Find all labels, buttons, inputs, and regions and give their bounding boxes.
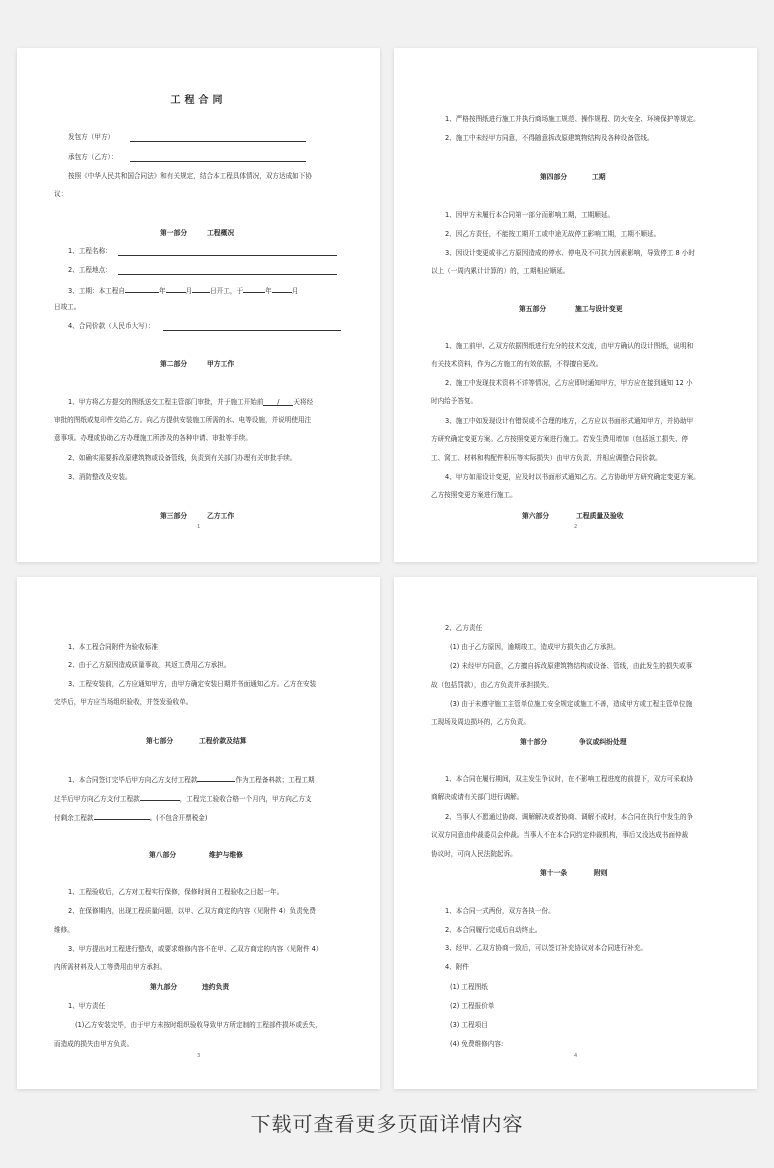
- s4-p3-line-1: 3、因设计变更或非乙方原因造成的停水、停电及不可抗力因素影响，导致停工 8 小时: [445, 249, 695, 257]
- page-number: 1: [197, 524, 201, 530]
- s5-p1-line-1: 1、施工前甲、乙双方依据图纸进行充分的技术交流，由甲方确认的设计图纸，说明和: [445, 342, 694, 350]
- section-4-title: 工期: [592, 173, 606, 181]
- completion-text: 日竣工。: [54, 303, 81, 311]
- s5-p2-line-1: 2、施工中发现技术资料不详等情况，乙方应即时通知甲方，甲方应在接到通知 12 小: [445, 379, 693, 387]
- p3-line-2: 2、由于乙方原因造成质量事故，其返工费用乙方承担。: [68, 661, 231, 669]
- p4-b3-line-2: 工现场及周边损坏的，乙方负责。: [431, 718, 530, 726]
- contract-page-4: [394, 577, 757, 1089]
- s5-p3-line-2: 方研究确定变更方案。乙方按照变更方案进行施工。若发生费用增加（包括返工损失、停: [431, 435, 689, 443]
- s7-line-2: 过半后甲方向乙方支付工程款 ，工程完工验收合格一个月内，甲方向乙方支: [54, 795, 312, 803]
- contract-page-2: [394, 48, 757, 562]
- section-8-number: 第八部分: [149, 851, 177, 859]
- s8-p3-line-1: 3、甲方提出对工程进行整改，或要求维修内容不在甲、乙双方商定的内容（见附件 4）: [68, 945, 323, 953]
- p4-b1: (1) 由于乙方原因，逾期竣工，造成甲方损失由乙方承担。: [450, 643, 620, 651]
- party-a-label: 发包方（甲方）: [68, 133, 115, 141]
- section-7-number: 第七部分: [146, 737, 174, 745]
- p3-line-3b: 完毕后，甲方应当场组织验收，并签发验收单。: [54, 698, 193, 706]
- p3-line-3a: 3、工程安装前，乙方应通知甲方，由甲方确定安装日期并书面通知乙方。乙方在安装: [68, 680, 317, 688]
- page-number: 3: [197, 1053, 201, 1059]
- p4-b2-line-2: 故（包括罚款），由乙方负责并承担损失。: [431, 681, 553, 689]
- intro-line-1: 按照《中华人民共和国合同法》和有关规定，结合本工程具体情况，双方达成如下协: [68, 172, 312, 180]
- s8-p1: 1、工程验收后，乙方对工程实行保修，保修时间自工程验收之日起一年。: [68, 888, 284, 896]
- s5-p3-line-3: 工、窝工、材料和构配件积压等实际损失）由甲方负责，并相应调整合同价款。: [431, 454, 662, 462]
- s7-line-1: 1、本合同签订完毕后甲方向乙方支付工程款 作为工程备料款；工程工期: [68, 776, 315, 784]
- section-8-title: 维护与维修: [209, 851, 243, 859]
- section-6-number: 第六部分: [522, 512, 550, 520]
- s8-p3-line-2: 内所需材料及人工等费用由甲方承担。: [54, 963, 167, 971]
- section-5-title: 施工与设计变更: [575, 305, 623, 313]
- contract-page-1: [17, 48, 380, 562]
- s11-p1: 1、本合同一式两份，双方各执一份。: [445, 907, 555, 915]
- section-9-number: 第九部分: [150, 983, 178, 991]
- section-11-title: 附则: [594, 869, 608, 877]
- project-site-label: 2、工程地点：: [68, 266, 112, 274]
- s11-p2: 2、本合同履行完成后自动终止。: [445, 926, 542, 934]
- s9-a1-line-1: (1)乙方安装完毕，由于甲方未按时组织验收导致甲方所定制的工程部件损坏或丢失，: [75, 1021, 322, 1029]
- section-4-number: 第四部分: [540, 173, 568, 181]
- s2-p2: 2、如确实需要拆改原建筑物或设备管线，负责到有关部门办理有关审批手续。: [68, 454, 297, 462]
- s11-p4: 4、附件: [445, 963, 469, 971]
- s9-party-a: 1、甲方责任: [68, 1002, 106, 1010]
- contract-price-line: [163, 330, 341, 331]
- s11-p3: 3、经甲、乙双方协商一致后，可以签订补充协议对本合同进行补充。: [445, 944, 648, 952]
- contract-price-label: 4、合同价款（人民币大写）：: [68, 322, 155, 330]
- s2-p1-line-1: 1、甲方将乙方提交的图纸送交工程主管部门审批，并于施工开始前 / 天将经: [68, 398, 314, 406]
- page-title: 工程合同: [170, 95, 227, 106]
- s8-p2-line-1: 2、在保修期内，出现工程质量问题，以甲、乙双方商定的内容（见附件 4）负责免费: [68, 907, 316, 915]
- section-5-number: 第五部分: [519, 305, 547, 313]
- section-1-title: 工程概况: [207, 229, 235, 237]
- intro-line-2: 议：: [54, 190, 68, 198]
- section-3-title: 乙方工作: [207, 512, 235, 520]
- p4-party-b: 2、乙方责任: [445, 624, 483, 632]
- party-a-line: [130, 141, 306, 142]
- s5-p4-line-2: 乙方按照变更方案进行施工。: [431, 491, 517, 499]
- s5-p1-line-2: 有关技术资料，作为乙方施工的有效依据，不得擅自更改。: [431, 360, 603, 368]
- p2-line-2: 2、施工中未经甲方同意，不得随意拆改原建筑物结构及各种设备管线。: [445, 134, 654, 142]
- s5-p4-line-1: 4、甲方如需设计变更，应及时以书面形式通知乙方。乙方协助甲方研究确定变更方案。: [445, 473, 700, 481]
- page-number: 4: [574, 1053, 578, 1059]
- section-10-title: 争议或纠纷处理: [579, 738, 627, 746]
- attachment-3: (3) 工程项目: [450, 1021, 488, 1029]
- section-9-title: 违约负责: [202, 983, 230, 991]
- p4-b3-line-1: (3) 由于未遵守施工主管单位施工安全规定或施工不善，造成甲方或工程主管单位施: [450, 700, 693, 708]
- s10-p2-line-1: 2、当事人不愿通过协商、调解解决或者协商、调解不成时，本合同在执行中发生的争: [445, 813, 694, 821]
- section-6-title: 工程质量及验收: [576, 512, 624, 520]
- contract-page-3: [17, 577, 380, 1089]
- schedule-line: 3、工期：本工程自 年 月 日开工，于 年 月: [68, 287, 299, 295]
- project-site-line: [118, 274, 337, 275]
- party-b-label: 承包方（乙方）：: [68, 153, 118, 161]
- s4-p1: 1、因甲方未履行本合同第一部分而影响工期，工期顺延。: [445, 211, 615, 219]
- section-2-number: 第二部分: [160, 360, 188, 368]
- s8-p2-line-2: 维修。: [54, 926, 74, 934]
- attachment-2: (2) 工程报价单: [450, 1002, 495, 1010]
- project-name-line: [118, 255, 337, 256]
- p4-b2-line-1: (2) 未经甲方同意，乙方擅自拆改原建筑物结构或设备、管线，由此发生的损失或事: [450, 662, 693, 670]
- s5-p3-line-1: 3、施工中如发现设计有错误或不合理的地方，乙方应以书面形式通知甲方，并协助甲: [445, 417, 694, 425]
- s10-p1-line-1: 1、本合同在履行期间，双主发生争议时，在不影响工程进度的前提下，双方可采取协: [445, 775, 694, 783]
- attachment-1: (1) 工程图纸: [450, 983, 488, 991]
- s10-p1-line-2: 商解决或请有关部门进行调解。: [431, 793, 524, 801]
- s4-p2: 2、因乙方责任，不能按工期开工或中途无故停工影响工期，工期不顺延。: [445, 230, 661, 238]
- s9-a1-line-2: 而造成的损失由甲方负责。: [54, 1040, 134, 1048]
- section-10-number: 第十部分: [520, 738, 548, 746]
- attachment-4: (4) 免费维修内容:: [450, 1040, 504, 1048]
- section-11-number: 第十一条: [540, 869, 568, 877]
- page-number: 2: [574, 524, 578, 530]
- section-7-title: 工程价款及结算: [199, 737, 247, 745]
- s5-p2-line-2: 时内给予答复。: [431, 397, 478, 405]
- p2-line-1: 1、严格按图纸进行施工并执行商场施工规范、操作规程、防火安全、环境保护等规定。: [445, 115, 700, 123]
- s7-line-3: 付剩余工程款 。(不包含开票税金): [54, 814, 208, 822]
- section-2-title: 甲方工作: [207, 360, 235, 368]
- s4-p3-line-2: 以上（一周内累计计算的）的，工期相应顺延。: [431, 267, 570, 275]
- party-b-line: [130, 161, 306, 162]
- project-name-label: 1、工程名称：: [68, 247, 112, 255]
- section-1-number: 第一部分: [160, 229, 188, 237]
- s2-p1-line-2: 审批的图纸或复印件交给乙方。向乙方提供安装施工所需的水、电等设施，并说明使用注: [54, 416, 312, 424]
- download-caption: 下载可查看更多页面详情内容: [250, 1112, 524, 1136]
- s10-p2-line-3: 协议时，可向人民法院起诉。: [431, 850, 517, 858]
- p3-line-1: 1、本工程合同附件为验收标准: [68, 643, 158, 651]
- s10-p2-line-2: 议双方同意由仲裁委员会仲裁。当事人不在本合同约定仲裁机构，事后又没达成书面仲裁: [431, 831, 689, 839]
- section-3-number: 第三部分: [160, 512, 188, 520]
- s2-p3: 3、消防整改及安装。: [68, 473, 132, 481]
- s2-p1-line-3: 意事项。办理或协助乙方办理施工所涉及的各种申请、审批等手续。: [54, 434, 252, 442]
